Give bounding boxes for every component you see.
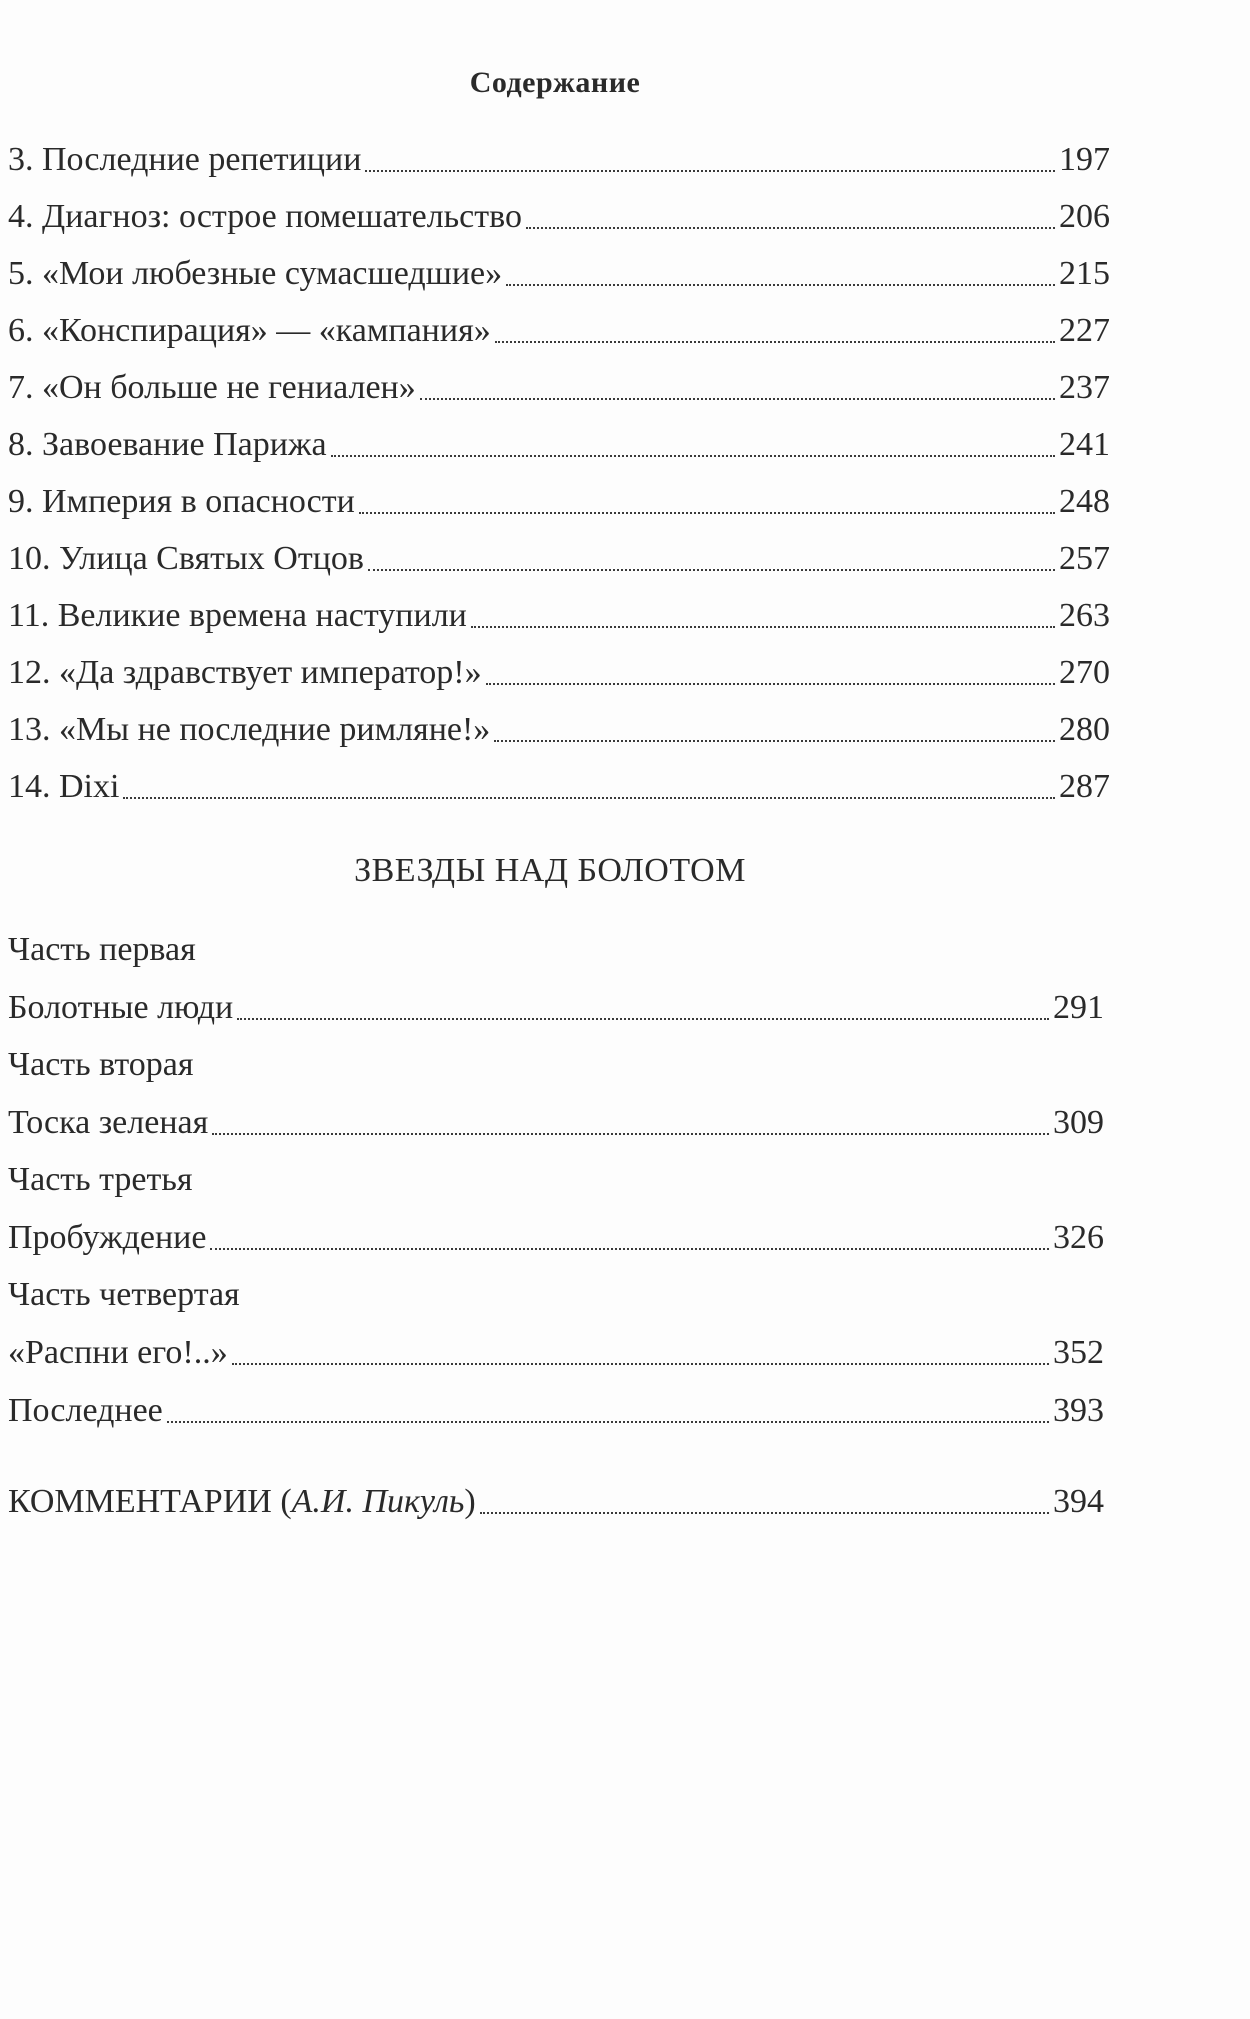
toc-entry <box>8 651 1110 695</box>
toc-entry <box>8 1331 1104 1375</box>
toc-entry-page: 237 <box>1059 369 1110 406</box>
dot-leader <box>123 797 1055 799</box>
part-label: Часть первая <box>8 931 196 968</box>
toc-entry-title: 9. Империя в опасности <box>8 483 355 520</box>
dot-leader <box>494 740 1055 742</box>
toc-entry-title: 11. Великие времена наступили <box>8 597 467 634</box>
dot-leader <box>471 626 1055 628</box>
toc-entry <box>8 252 1110 296</box>
toc-entry-page: 326 <box>1053 1219 1104 1256</box>
toc-entry-page: 352 <box>1053 1334 1104 1371</box>
toc-entry-title: 8. Завоевание Парижа <box>8 426 327 463</box>
dot-leader <box>210 1248 1049 1250</box>
section-title: ЗВЕЗДЫ НАД БОЛОТОМ <box>354 852 746 889</box>
comments-suffix: ) <box>464 1483 476 1520</box>
toc-entry <box>8 195 1110 239</box>
toc-entry <box>8 366 1110 410</box>
toc-entry-title: 5. «Мои любезные сумасшедшие» <box>8 255 503 292</box>
toc-entry <box>8 986 1104 1030</box>
part-label: Часть третья <box>8 1161 193 1198</box>
toc-entry <box>8 480 1110 524</box>
toc-entry-title: Болотные люди <box>8 989 234 1026</box>
toc-entry <box>8 594 1110 638</box>
dot-leader <box>167 1421 1049 1423</box>
toc-entry <box>8 138 1110 182</box>
part-label: Часть четвертая <box>8 1276 240 1313</box>
comments-author: А.И. Пикуль <box>291 1483 465 1520</box>
toc-entry-title: Пробуждение <box>8 1219 207 1256</box>
toc-entry-title: 3. Последние репетиции <box>8 141 362 178</box>
dot-leader <box>232 1363 1049 1365</box>
toc-entry-page: 206 <box>1059 198 1110 235</box>
toc-entry-page: 215 <box>1059 255 1110 292</box>
dot-leader <box>212 1133 1049 1135</box>
toc-entry-page: 309 <box>1053 1104 1104 1141</box>
toc-entry-page: 263 <box>1059 597 1110 634</box>
toc-entry-page: 241 <box>1059 426 1110 463</box>
dot-leader <box>359 512 1055 514</box>
dot-leader <box>495 341 1055 343</box>
toc-entry <box>8 537 1110 581</box>
toc-entry-title: 13. «Мы не последние римляне!» <box>8 711 491 748</box>
dot-leader <box>420 398 1055 400</box>
toc-entry <box>8 1216 1104 1260</box>
dot-leader <box>526 227 1055 229</box>
toc-entry-page: 248 <box>1059 483 1110 520</box>
toc-entry-page: 287 <box>1059 768 1110 805</box>
toc-entry-title: 12. «Да здравствует император!» <box>8 654 482 691</box>
dot-leader <box>506 284 1055 286</box>
toc-entry-title: 4. Диагноз: острое помешательство <box>8 198 522 235</box>
toc-entry-title: Последнее <box>8 1392 163 1429</box>
toc-entry-comments <box>8 1480 1104 1524</box>
toc-entry-title: 10. Улица Святых Отцов <box>8 540 364 577</box>
toc-entry-page: 280 <box>1059 711 1110 748</box>
dot-leader <box>368 569 1055 571</box>
toc-entry-title: 6. «Конспирация» — «кампания» <box>8 312 491 349</box>
dot-leader <box>365 170 1055 172</box>
toc-entry-page: 197 <box>1059 141 1110 178</box>
toc-entry-title: «Распни его!..» <box>8 1334 228 1371</box>
toc-entry-page: 291 <box>1053 989 1104 1026</box>
toc-entry <box>8 423 1110 467</box>
toc-entry <box>8 1101 1104 1145</box>
part-label: Часть вторая <box>8 1046 194 1083</box>
toc-entry-page: 227 <box>1059 312 1110 349</box>
toc-entry-page: 393 <box>1053 1392 1104 1429</box>
toc-entry-page: 257 <box>1059 540 1110 577</box>
toc-entry-page: 270 <box>1059 654 1110 691</box>
comments-prefix: КОММЕНТАРИИ ( <box>8 1483 292 1520</box>
dot-leader <box>331 455 1055 457</box>
dot-leader <box>237 1018 1049 1020</box>
dot-leader <box>486 683 1055 685</box>
toc-entry-title: Тоска зеленая <box>8 1104 209 1141</box>
toc-entry <box>8 708 1110 752</box>
toc-entry <box>8 309 1110 353</box>
toc-entry-title: 14. Dixi <box>8 768 120 805</box>
toc-entry-title <box>8 1480 476 1524</box>
toc-entry <box>8 765 1110 809</box>
toc-entry-page: 394 <box>1053 1483 1104 1520</box>
toc-entry <box>8 1389 1104 1433</box>
dot-leader <box>480 1512 1049 1514</box>
toc-entry-title: 7. «Он больше не гениален» <box>8 369 416 406</box>
page-title: Содержание <box>469 66 641 99</box>
